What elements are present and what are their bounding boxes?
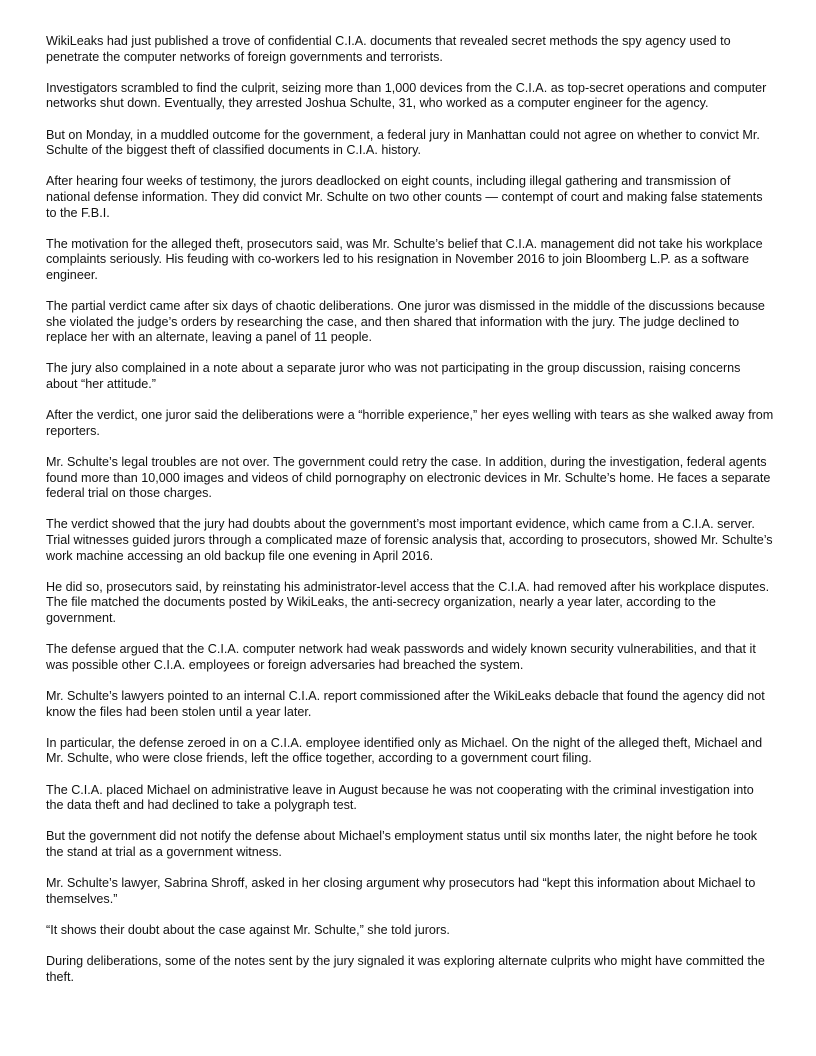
paragraph-13: Mr. Schulte’s lawyers pointed to an internal C.I.A. report commissioned after the WikiLeaks debacle that found the agency did not know the files had been stolen until a year later. [46,688,765,719]
paragraph-19: During deliberations, some of the notes sent by the jury signaled it was exploring alternate culprits who might have committed the theft. [46,954,765,984]
paragraph-11: He did so, prosecutors said, by reinstating his administrator-level access that the C.I.A. had removed after his workplace disputes. The file matched the documents posted by WikiLeaks, the anti-secrecy organization, nearly a year later, according to the government. [46,579,770,625]
paragraph-9: Mr. Schulte’s legal troubles are not over. The government could retry the case. In addition, during the investigation, federal agents found more than 10,000 images and videos of child pornography on electronic devices in Mr. Schulte’s home. He faces a separate federal trial on those charges. [46,455,771,501]
paragraph-1: WikiLeaks had just published a trove of confidential C.I.A. documents that revealed secret methods the spy agency used to penetrate the computer networks of foreign governments and terrorists. [46,34,731,64]
paragraph-14: In particular, the defense zeroed in on a C.I.A. employee identified only as Michael. On the night of the alleged theft, Michael and Mr. Schulte, who were close friends, left the office together, according to a government court filing. [46,735,763,766]
paragraph-4: After hearing four weeks of testimony, the jurors deadlocked on eight counts, including illegal gathering and transmission of national defense information. They did convict Mr. Schulte on two other counts — contempt of court and making false statements to the F.B.I. [46,174,763,220]
paragraph-7: The jury also complained in a note about a separate juror who was not participating in the group discussion, raising concerns about “her attitude.” [46,361,741,392]
document-body [46,34,774,1001]
paragraph-3: But on Monday, in a muddled outcome for the government, a federal jury in Manhattan could not agree on whether to convict Mr. Schulte of the biggest theft of classified documents in C.I.A. history. [46,127,760,158]
paragraph-15: The C.I.A. placed Michael on administrative leave in August because he was not cooperating with the criminal investigation into the data theft and had declined to take a polygraph test. [46,782,754,813]
paragraph-18: “It shows their doubt about the case against Mr. Schulte,” she told jurors. [46,922,450,937]
paragraph-8: After the verdict, one juror said the deliberations were a “horrible experience,” her eyes welling with tears as she walked away from reporters. [46,408,774,438]
paragraph-2: Investigators scrambled to find the culprit, seizing more than 1,000 devices from the C.I.A. as top-secret operations and computer networks shut down. Eventually, they arrested Joshua Schulte, 31, who worked as a computer engineer for the agency. [46,80,767,111]
paragraph-16: But the government did not notify the defense about Michael’s employment status until six months later, the night before he took the stand at trial as a government witness. [46,829,758,859]
paragraph-6: The partial verdict came after six days of chaotic deliberations. One juror was dismissed in the middle of the discussions because she violated the judge’s orders by researching the case, and then shared that information with the jury. The judge declined to replace her with an alternate, leaving a panel of 11 people. [46,299,765,345]
paragraph-10: The verdict showed that the jury had doubts about the government’s most important evidence, which came from a C.I.A. server. Trial witnesses guided jurors through a complicated maze of forensic analysis that, according to prosecutors, showed Mr. Schulte’s work machine accessing an old backup file one evening in April 2016. [46,517,773,563]
paragraph-17: Mr. Schulte’s lawyer, Sabrina Shroff, asked in her closing argument why prosecutors had “kept this information about Michael to themselves.” [46,876,756,906]
paragraph-5: The motivation for the alleged theft, prosecutors said, was Mr. Schulte’s belief that C.I.A. management did not take his workplace complaints seriously. His feuding with co-workers led to his resignation in November 2016 to join Bloomberg L.P. as a software engineer. [46,236,763,282]
paragraph-12: The defense argued that the C.I.A. computer network had weak passwords and widely known security vulnerabilities, and that it was possible other C.I.A. employees or foreign adversaries had breached the system. [46,642,756,672]
